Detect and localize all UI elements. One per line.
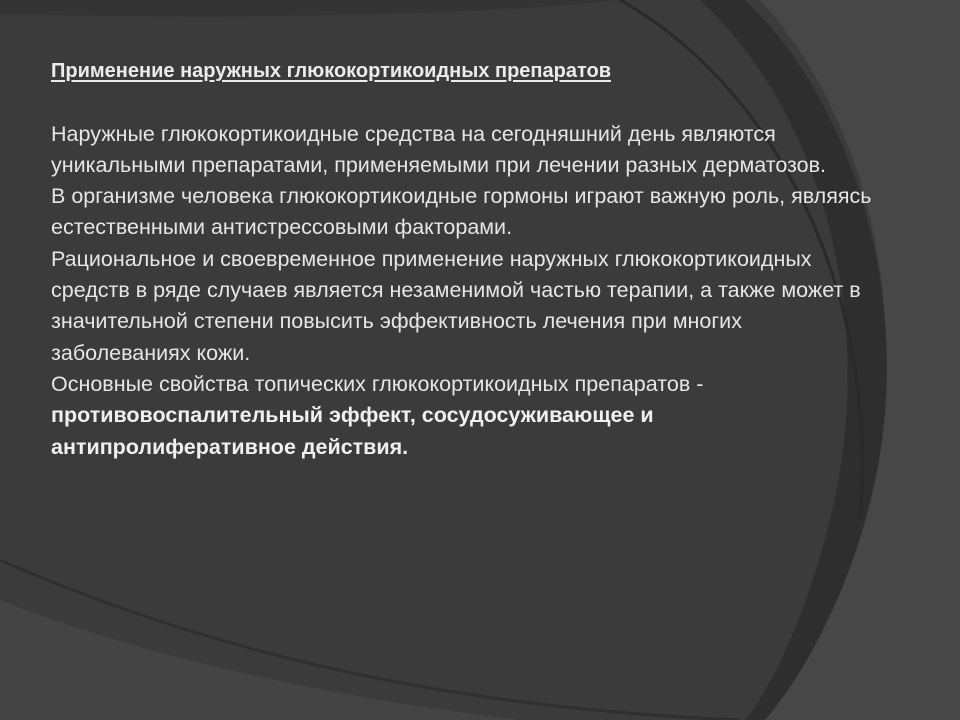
decor-top-band xyxy=(0,0,620,16)
paragraph-4-bold-text: противовоспалительный эффект, сосудосуживающее и антипролиферативное действия. xyxy=(51,403,654,459)
title-spacer xyxy=(51,87,881,118)
paragraph-4-normal-text: Основные свойства топических глюкокортикоидных препаратов - xyxy=(51,371,704,396)
paragraph-3: Рациональное и своевременное применение наружных глюкокортикоидных средств в ряде случаев является незаменимой частью терапии, а также может в значительной степени повысить эффективность лечения при многих заболеваниях кожи. xyxy=(51,246,861,365)
paragraph-4 xyxy=(51,369,881,463)
paragraph-1: Наружные глюкокортикоидные средства на сегодняшний день являются уникальными препаратами, применяемыми при лечении разных дерматозов. xyxy=(51,121,827,177)
decor-bottom-left-shape xyxy=(0,600,520,720)
paragraph-2: В организме человека глюкокортикоидные гормоны играют важную роль, являясь естественными антистрессовыми факторами. xyxy=(51,184,872,240)
content-text-block xyxy=(51,56,881,463)
slide-title: Применение наружных глюкокортикоидных препаратов xyxy=(51,60,611,82)
